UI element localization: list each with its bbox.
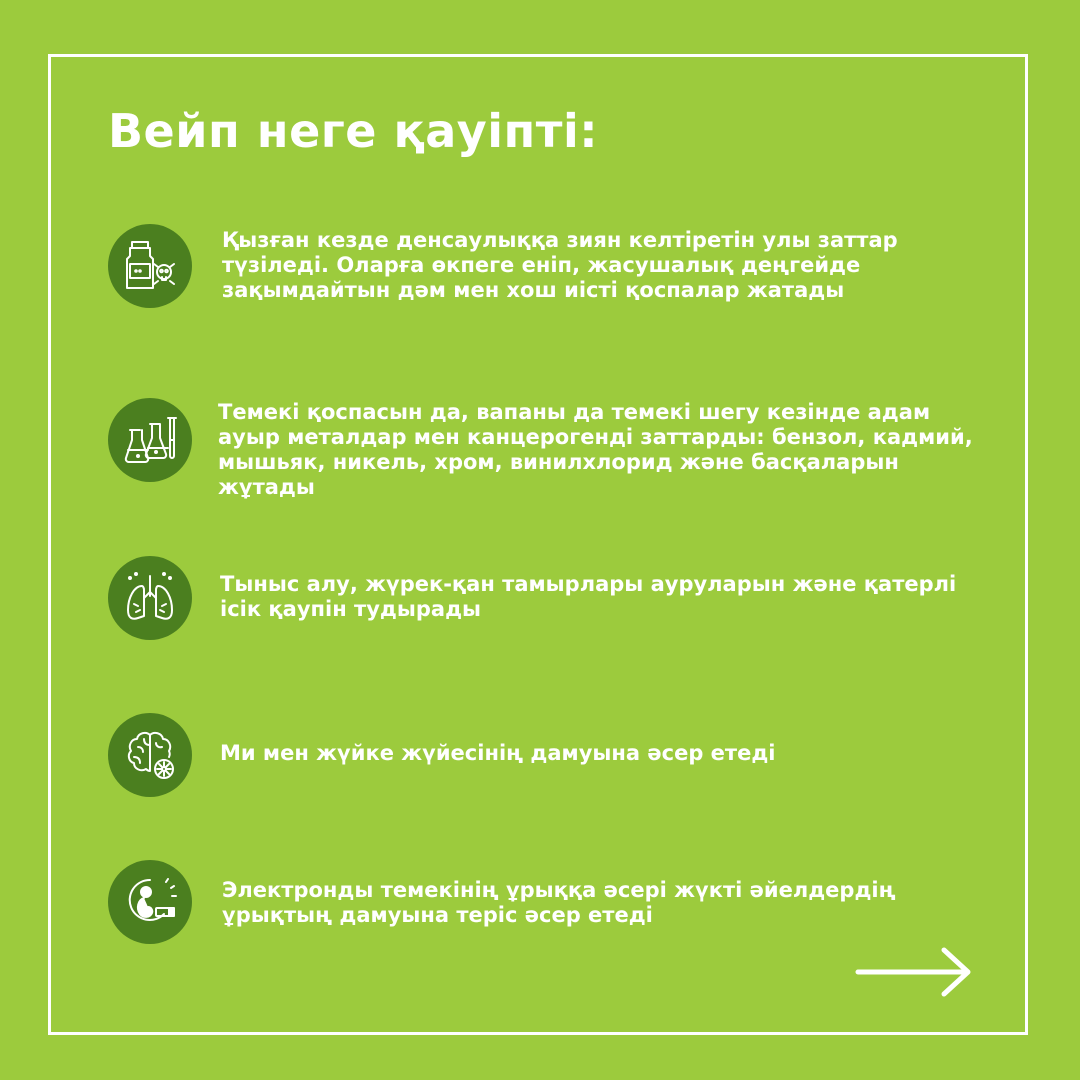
poison-bottle-icon — [108, 224, 192, 308]
item-text: Ми мен жүйке жүйесінің дамуына әсер етеді — [220, 741, 776, 765]
item-text: Тыныс алу, жүрек-қан тамырлары ауруларын және қатерлі ісік қаупін тудырады — [220, 572, 957, 621]
page-title: Вейп неге қауіпті: — [108, 104, 599, 158]
chemistry-flasks-icon — [108, 398, 192, 482]
item-text: Электронды темекінің ұрыққа әсері жүкті әйелдердің ұрықтың дамуына теріс әсер етеді — [222, 878, 896, 927]
right-arrow-icon[interactable] — [854, 942, 974, 1002]
item-text: Қызған кезде денсаулыққа зиян келтіретін улы заттар түзіледі. Оларға өкпеге еніп, жасушалық деңгейде зақымдайтын дәм мен хош иісті қоспалар жатады — [222, 228, 898, 302]
item-text: Темекі қоспасын да, вапаны да темекі шегу кезінде адам ауыр металдар мен канцерогенді заттарды: бензол, кадмий, мышьяк, никель, хром, винилхлорид және басқаларын жұтады — [218, 400, 973, 499]
fetus-cigarette-icon — [108, 860, 192, 944]
brain-icon — [108, 713, 192, 797]
lungs-icon — [108, 556, 192, 640]
